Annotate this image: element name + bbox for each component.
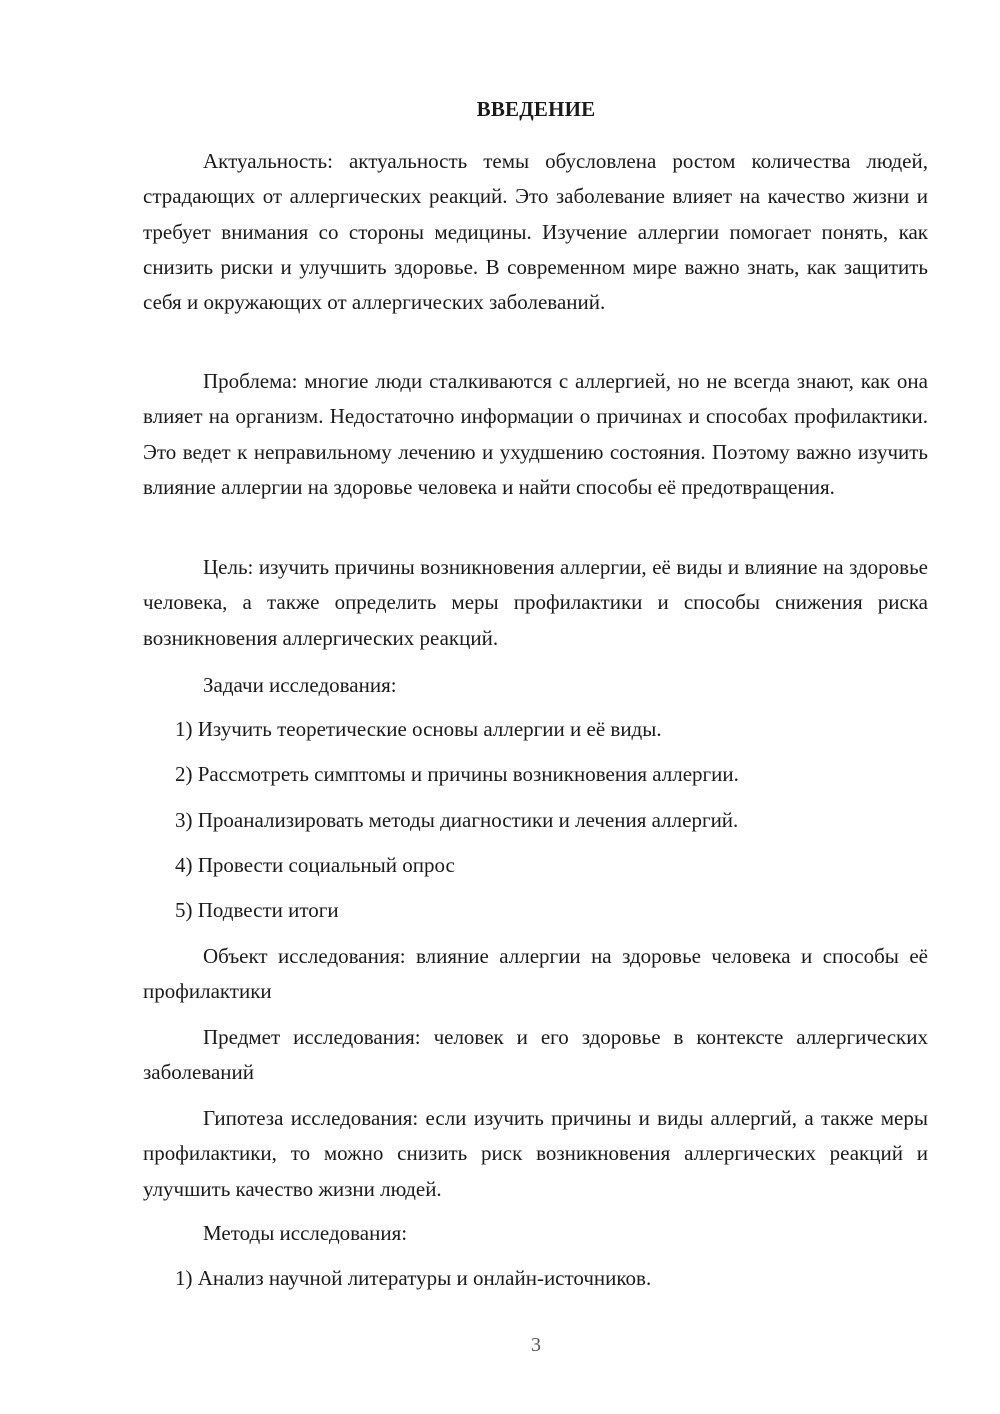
paragraph-goal: Цель: изучить причины возникновения аллергии, её виды и влияние на здоровье человека, а также определить меры профилактики и способы снижения риска возникновения аллергических реакций. — [143, 555, 928, 650]
paragraph-object: Объект исследования: влияние аллергии на здоровье человека и способы её профилактики — [143, 944, 928, 1004]
task-item-1: 1) Изучить теоретические основы аллергии и её виды. — [175, 717, 662, 741]
task-item-4: 4) Провести социальный опрос — [175, 853, 455, 877]
paragraph-relevance: Актуальность: актуальность темы обусловлена ростом количества людей, страдающих от аллергических реакций. Это заболевание влияет на качество жизни и требует внимания со стороны медицины. Изучение аллергии помогает понять, как снизить риски и улучшить здоровье. В современном мире важно знать, как защитить себя и окружающих от аллергических заболеваний. — [143, 149, 928, 315]
task-item-3: 3) Проанализировать методы диагностики и лечения аллергий. — [175, 808, 739, 832]
task-item-2: 2) Рассмотреть симптомы и причины возникновения аллергии. — [175, 762, 739, 786]
paragraph-problem: Проблема: многие люди сталкиваются с аллергией, но не всегда знают, как она влияет на организм. Недостаточно информации о причинах и способах профилактики. Это ведет к неправильному лечению и ухудшению состояния. Поэтому важно изучить влияние аллергии на здоровье человека и найти способы её предотвращения. — [143, 369, 928, 499]
task-item-5: 5) Подвести итоги — [175, 898, 339, 922]
page-number: 3 — [531, 1334, 541, 1356]
page-title: ВВЕДЕНИЕ — [476, 97, 596, 121]
methods-heading: Методы исследования: — [203, 1221, 408, 1245]
method-item-1: 1) Анализ научной литературы и онлайн-источников. — [175, 1266, 652, 1290]
tasks-heading: Задачи исследования: — [203, 673, 397, 697]
paragraph-subject: Предмет исследования: человек и его здоровье в контексте аллергических заболеваний — [143, 1025, 928, 1085]
paragraph-hypothesis: Гипотеза исследования: если изучить причины и виды аллергий, а также меры профилактики, то можно снизить риск возникновения аллергических реакций и улучшить качество жизни людей. — [143, 1106, 928, 1201]
